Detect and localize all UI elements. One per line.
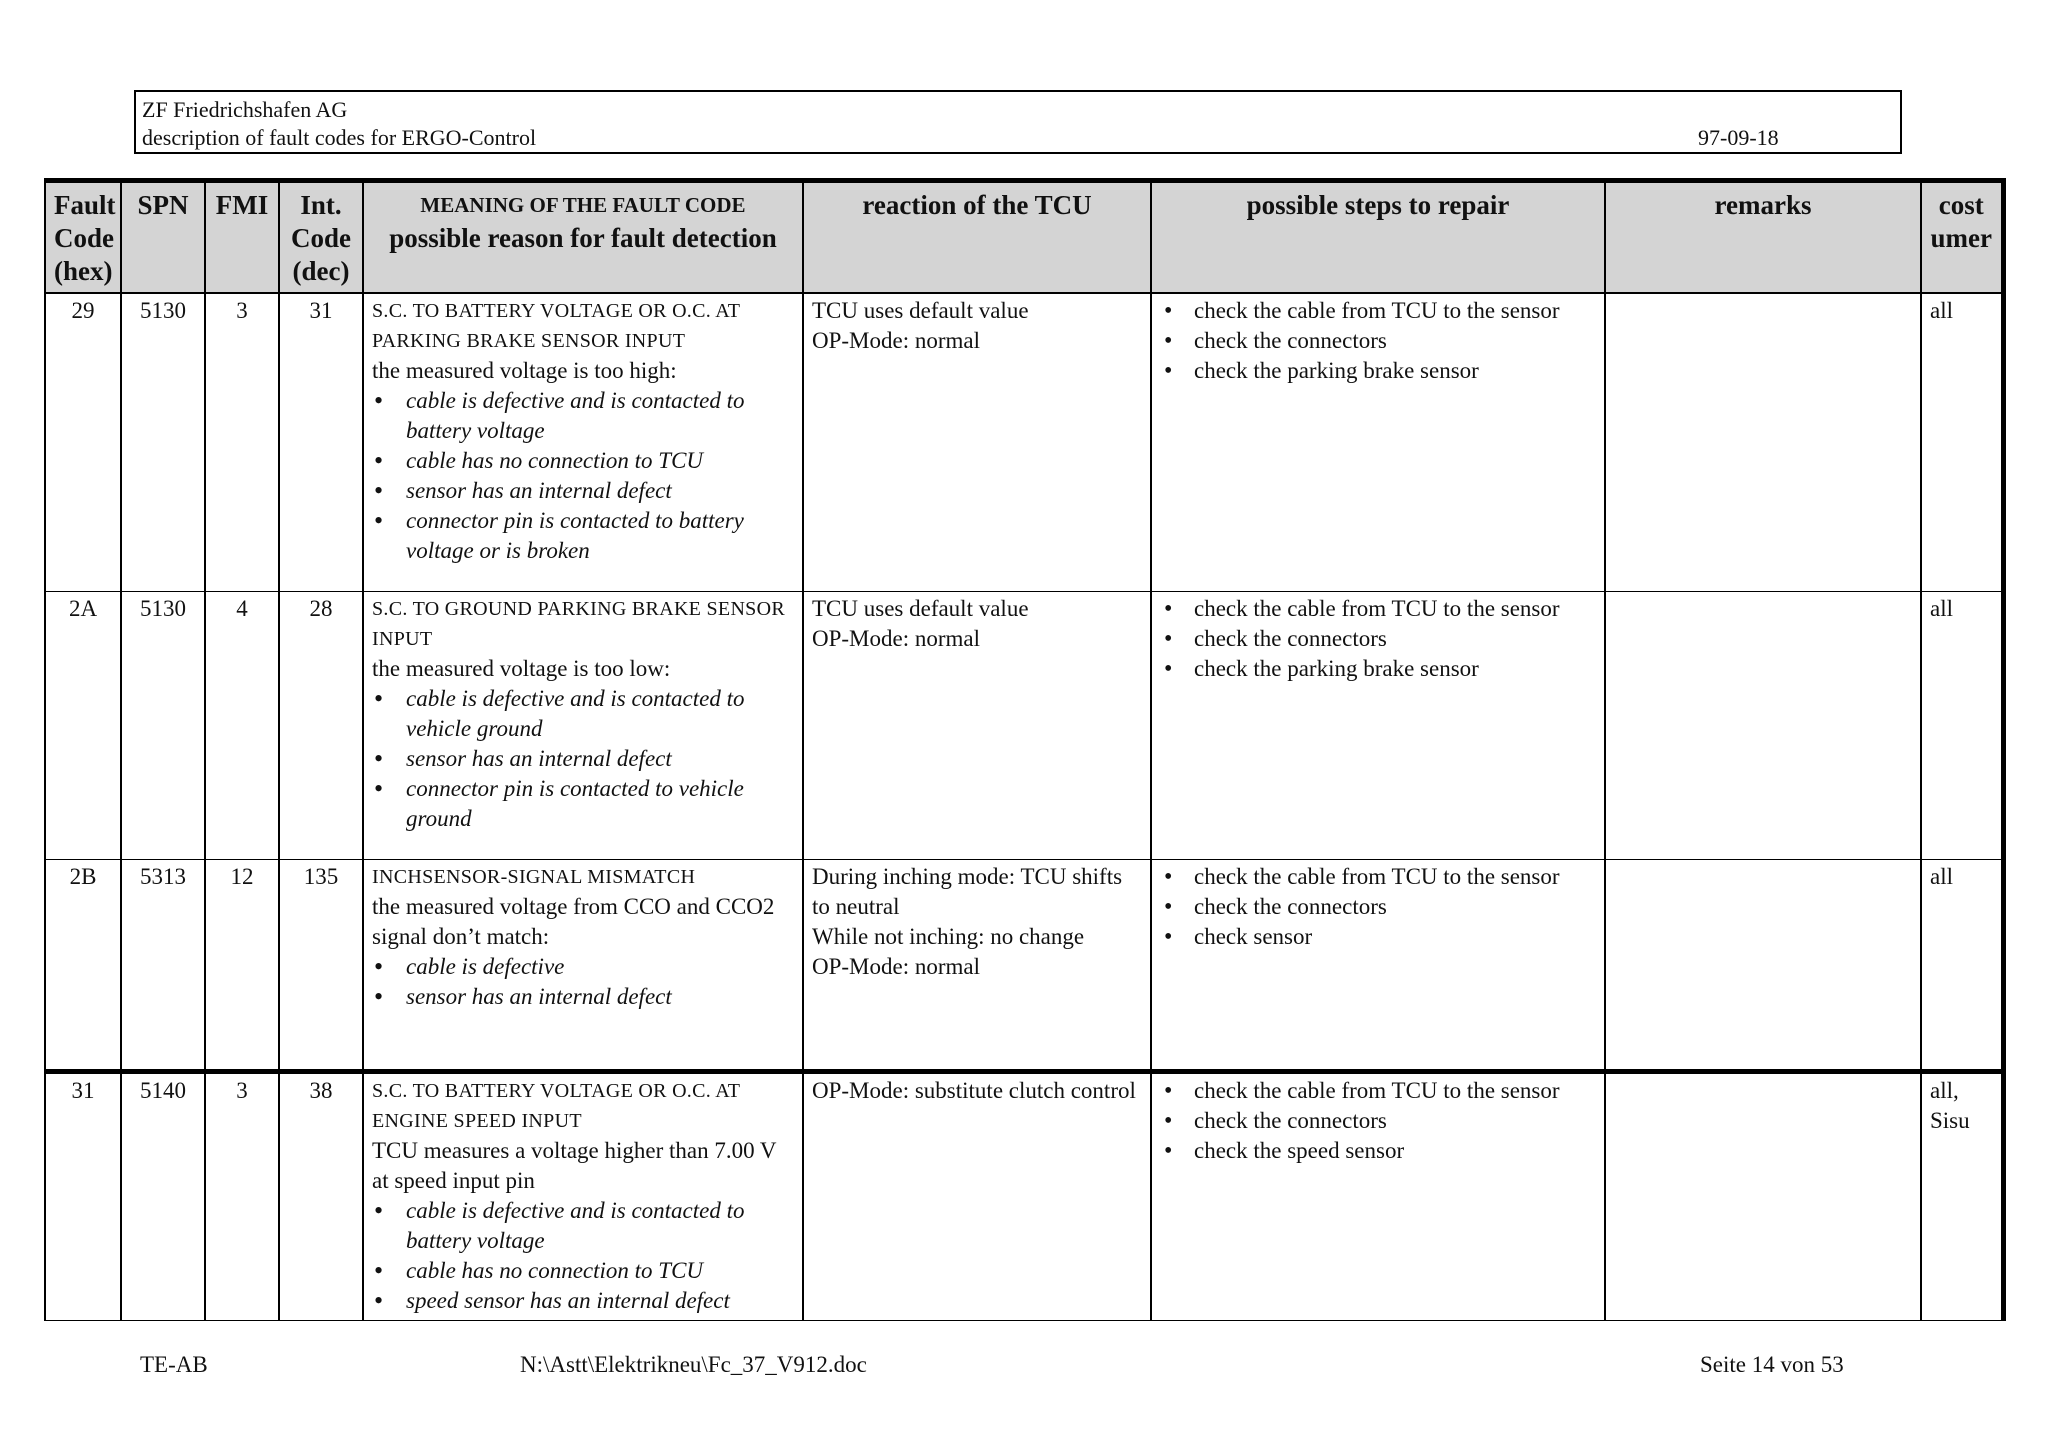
steps-list — [1160, 1076, 1596, 1166]
cell-customer: all, Sisu — [1921, 1071, 2003, 1320]
reason-item: • connector pin is contacted to vehicle ground — [372, 774, 794, 834]
fault-code-table — [44, 178, 2006, 1321]
reaction-line: OP-Mode: substitute clutch control — [812, 1077, 1136, 1103]
reason-item: • sensor has an internal defect — [372, 982, 794, 1012]
fault-intro: the measured voltage from CCO and CCO2 signal don’t match: — [372, 893, 775, 949]
cell-reaction — [803, 1071, 1151, 1320]
reaction-line: OP-Mode: normal — [812, 953, 981, 979]
cell-remarks — [1605, 1071, 1921, 1320]
col-header-spn: SPN — [121, 181, 205, 294]
col-header-customer: cost umer — [1921, 181, 2003, 294]
company-name: ZF Friedrichshafen AG — [142, 97, 348, 122]
cell-customer: all — [1921, 859, 2003, 1071]
table-header-row — [45, 181, 2003, 294]
cell-int-code: 135 — [279, 859, 363, 1071]
footer-page-number: Seite 14 von 53 — [1700, 1352, 1844, 1377]
fault-title: S.C. TO BATTERY VOLTAGE OR O.C. AT ENGINE SPEED INPUT — [372, 1079, 740, 1132]
step-item: • check the cable from TCU to the sensor — [1160, 1076, 1596, 1106]
reason-item: • cable has no connection to TCU — [372, 1256, 794, 1286]
reason-item: • connector pin is contacted to battery voltage or is broken — [372, 506, 794, 566]
reason-item: • cable is defective and is contacted to vehicle ground — [372, 684, 794, 744]
cell-reaction — [803, 859, 1151, 1071]
step-item: • check the parking brake sensor — [1160, 654, 1596, 684]
footer-department: TE-AB — [140, 1352, 208, 1377]
reason-list — [372, 386, 794, 566]
footer-file-path: N:\Astt\Elektrikneu\Fc_37_V912.doc — [520, 1352, 867, 1377]
col-header-meaning — [363, 181, 803, 294]
cell-spn: 5130 — [121, 293, 205, 591]
step-item: • check the connectors — [1160, 624, 1596, 654]
cell-spn: 5140 — [121, 1071, 205, 1320]
reason-list — [372, 684, 794, 834]
step-item: • check the cable from TCU to the sensor — [1160, 296, 1596, 326]
step-item: • check the connectors — [1160, 892, 1596, 922]
col-header-fault-code: Fault Code (hex) — [45, 181, 121, 294]
cell-steps — [1151, 293, 1605, 591]
cell-meaning — [363, 1071, 803, 1320]
cell-meaning — [363, 293, 803, 591]
cell-remarks — [1605, 859, 1921, 1071]
fault-intro: TCU measures a voltage higher than 7.00 V at speed input pin — [372, 1137, 777, 1193]
reaction-line: OP-Mode: normal — [812, 625, 981, 651]
cell-spn: 5313 — [121, 859, 205, 1071]
steps-list — [1160, 862, 1596, 952]
document-description: description of fault codes for ERGO-Control — [142, 125, 537, 150]
step-item: • check sensor — [1160, 922, 1596, 952]
cell-fmi: 4 — [205, 591, 279, 859]
steps-list — [1160, 594, 1596, 684]
reaction-line: TCU uses default value — [812, 298, 1029, 323]
reason-item: • sensor has an internal defect — [372, 744, 794, 774]
cell-reaction — [803, 293, 1151, 591]
cell-fault-code: 31 — [45, 1071, 121, 1320]
reaction-line: TCU uses default value — [812, 595, 1029, 621]
cell-customer: all — [1921, 293, 2003, 591]
document-header — [134, 90, 1902, 154]
reason-item: • cable is defective and is contacted to battery voltage — [372, 386, 794, 446]
fault-intro: the measured voltage is too high: — [372, 358, 677, 383]
col-header-meaning-top: MEANING OF THE FAULT CODE — [420, 193, 746, 217]
cell-spn: 5130 — [121, 591, 205, 859]
fault-title: INCHSENSOR-SIGNAL MISMATCH — [372, 865, 696, 888]
step-item: • check the connectors — [1160, 326, 1596, 356]
reason-list — [372, 1196, 794, 1316]
fault-intro: the measured voltage is too low: — [372, 655, 671, 681]
cell-customer: all — [1921, 591, 2003, 859]
header-description-line — [142, 124, 1894, 152]
cell-int-code: 28 — [279, 591, 363, 859]
reaction-line: OP-Mode: normal — [812, 328, 981, 353]
step-item: • check the parking brake sensor — [1160, 356, 1596, 386]
cell-steps — [1151, 1071, 1605, 1320]
cell-fault-code: 2A — [45, 591, 121, 859]
cell-fault-code: 2B — [45, 859, 121, 1071]
cell-meaning — [363, 591, 803, 859]
reaction-line: While not inching: no change — [812, 923, 1085, 949]
document-date: 97-09-18 — [1698, 125, 1779, 150]
step-item: • check the cable from TCU to the sensor — [1160, 594, 1596, 624]
reason-item: • sensor has an internal defect — [372, 476, 794, 506]
cell-remarks — [1605, 293, 1921, 591]
col-header-remarks: remarks — [1605, 181, 1921, 294]
step-item: • check the connectors — [1160, 1106, 1596, 1136]
col-header-reaction: reaction of the TCU — [803, 181, 1151, 294]
cell-steps — [1151, 591, 1605, 859]
reason-item: • cable is defective and is contacted to battery voltage — [372, 1196, 794, 1256]
table-row — [45, 293, 2003, 591]
cell-fault-code: 29 — [45, 293, 121, 591]
fault-title: S.C. TO GROUND PARKING BRAKE SENSOR INPUT — [372, 597, 785, 650]
steps-list — [1160, 296, 1596, 386]
cell-int-code: 31 — [279, 293, 363, 591]
reason-list — [372, 952, 794, 1012]
reason-item: • speed sensor has an internal defect — [372, 1286, 794, 1316]
step-item: • check the cable from TCU to the sensor — [1160, 862, 1596, 892]
table-row — [45, 591, 2003, 859]
fault-title: S.C. TO BATTERY VOLTAGE OR O.C. AT PARKING BRAKE SENSOR INPUT — [372, 300, 740, 352]
reason-item: • cable has no connection to TCU — [372, 446, 794, 476]
cell-fmi: 12 — [205, 859, 279, 1071]
cell-meaning — [363, 859, 803, 1071]
cell-reaction — [803, 591, 1151, 859]
table-row — [45, 859, 2003, 1071]
cell-fmi: 3 — [205, 1071, 279, 1320]
col-header-meaning-bottom: possible reason for fault detection — [389, 223, 777, 253]
cell-fmi: 3 — [205, 293, 279, 591]
reason-item: • cable is defective — [372, 952, 794, 982]
cell-remarks — [1605, 591, 1921, 859]
col-header-fmi: FMI — [205, 181, 279, 294]
col-header-steps: possible steps to repair — [1151, 181, 1605, 294]
reaction-line: During inching mode: TCU shifts to neutral — [812, 863, 1123, 919]
cell-steps — [1151, 859, 1605, 1071]
cell-int-code: 38 — [279, 1071, 363, 1320]
table-row — [45, 1071, 2003, 1320]
step-item: • check the speed sensor — [1160, 1136, 1596, 1166]
col-header-int-code: Int. Code (dec) — [279, 181, 363, 294]
